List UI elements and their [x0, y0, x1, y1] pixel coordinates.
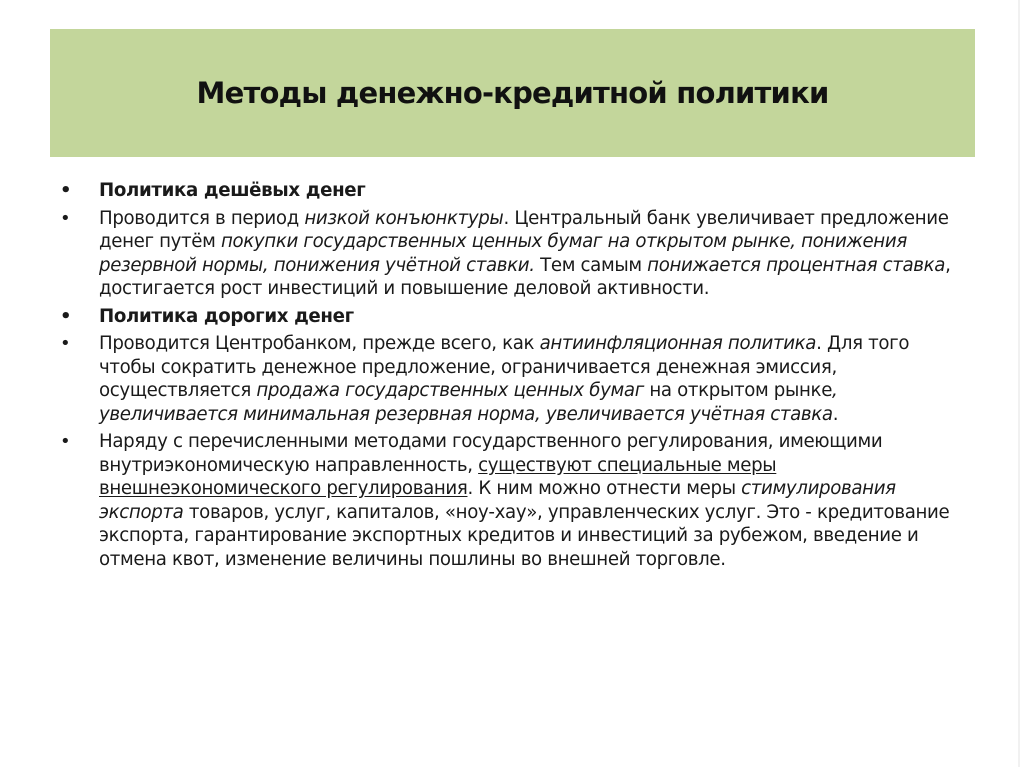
- emphasis-segment: , увеличивается минимальная резервная норма, увеличивается учётная ставка: [99, 380, 838, 425]
- bullet-icon: •: [60, 431, 71, 452]
- bullet-icon: •: [60, 305, 72, 327]
- bullet-heading-text: Политика дешёвых денег: [99, 180, 366, 201]
- emphasis-segment: стимулирования экспорта: [99, 478, 896, 523]
- bullet-icon: •: [60, 180, 72, 201]
- underlined-segment: существуют специальные меры внешнеэкономического регулирования: [99, 454, 777, 499]
- bullet-item-dear-money-description: [60, 332, 970, 426]
- bullet-item-foreign-economic-regulation: [60, 430, 970, 571]
- text-segment: Проводится Центробанком, прежде всего, как: [99, 333, 540, 354]
- bullet-icon: •: [60, 333, 71, 354]
- text-segment: товаров, услуг, капиталов, «ноу-хау», управленческих услуг. Это - кредитование экспорта, гарантирование экспортных кредитов и инвестиций за рубежом, введение и отмена квот, изменение величины пошлины во внешней торговле.: [99, 501, 950, 570]
- text-segment: .: [832, 403, 839, 425]
- bullet-item-cheap-money-heading: [60, 179, 970, 203]
- slide-edge-divider: [1018, 0, 1020, 767]
- text-segment: Проводится в период: [99, 207, 305, 229]
- text-segment: Тем самым: [534, 254, 648, 276]
- text-segment: Наряду с перечисленными методами государственного регулирования, имеющими внутриэкономическую направленность,: [99, 431, 883, 476]
- slide-body: [60, 179, 970, 575]
- text-segment: . К ним можно отнести меры: [467, 478, 742, 499]
- emphasis-segment: низкой конъюнктуры: [304, 207, 504, 229]
- text-segment: на открытом рынке: [643, 380, 833, 401]
- bullet-item-dear-money-heading: [60, 305, 970, 329]
- emphasis-segment: антиинфляционная политика: [539, 333, 817, 354]
- bullet-heading-text: Политика дорогих денег: [99, 305, 354, 327]
- text-segment: . Для того чтобы сократить денежное предложение, ограничивается денежная эмиссия, осуществляется: [99, 333, 910, 401]
- slide-title: Методы денежно-кредитной политики: [196, 76, 829, 110]
- title-banner: [50, 29, 975, 157]
- emphasis-segment: покупки государственных ценных бумаг на открытом рынке, понижения резервной нормы, понижения учётной ставки.: [99, 231, 907, 276]
- bullet-list: [60, 179, 970, 571]
- text-segment: . Центральный банк увеличивает предложение денег путём: [99, 207, 949, 252]
- emphasis-segment: продажа государственных ценных бумаг: [256, 380, 644, 401]
- text-segment: , достигается рост инвестиций и повышение деловой активности.: [99, 254, 951, 299]
- bullet-item-cheap-money-description: [60, 207, 970, 301]
- bullet-icon: •: [60, 207, 71, 229]
- emphasis-segment: понижается процентная ставка: [647, 254, 946, 276]
